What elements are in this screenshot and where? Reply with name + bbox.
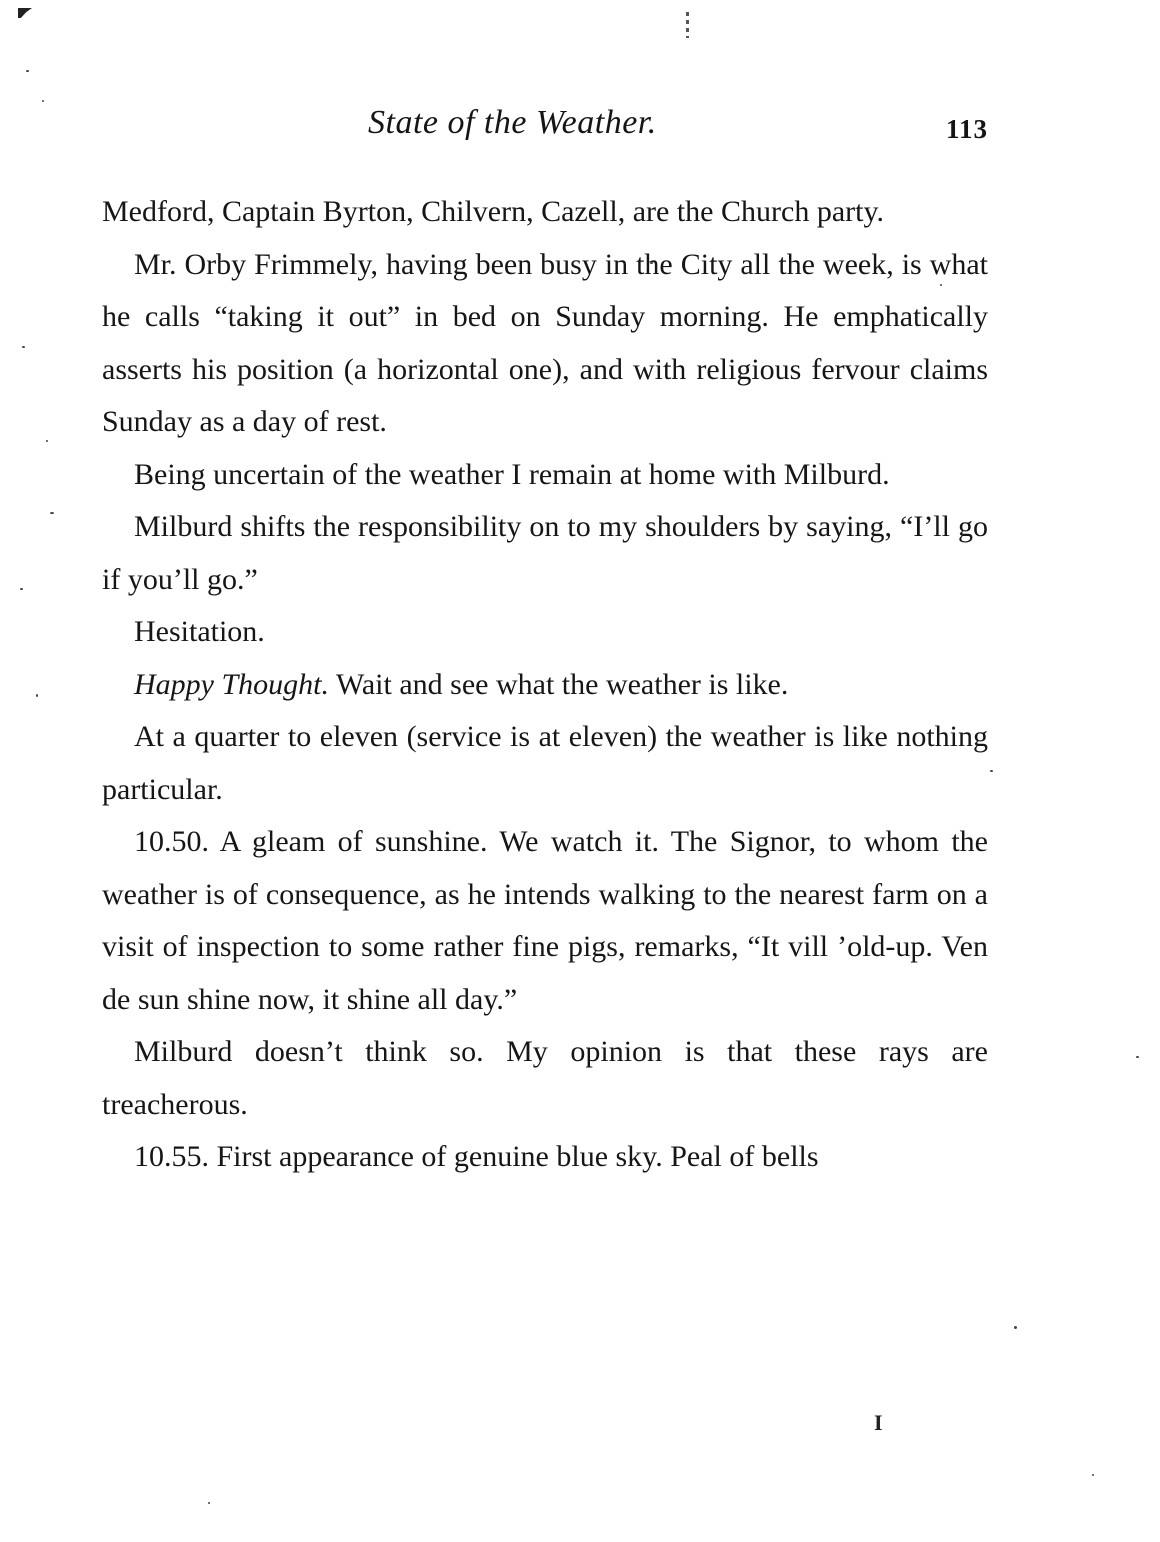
paragraph: Being uncertain of the weather I remain at home with Milburd.: [134, 457, 890, 491]
scan-speck: [1014, 1326, 1017, 1329]
signature-mark: I: [874, 1410, 883, 1435]
paragraph: [102, 659, 988, 712]
paragraph: At a quarter to eleven (service is at eleven) the weather is like nothing particular.: [102, 720, 988, 806]
paragraph: Hesitation.: [134, 615, 265, 648]
page-number: 113: [945, 114, 988, 144]
scan-speck: [46, 440, 48, 442]
top-ink-mark: [686, 12, 689, 38]
running-title: State of the Weather.: [368, 104, 657, 141]
scan-speck: [1092, 1474, 1094, 1476]
paragraph: Medford, Captain Byrton, Chilvern, Cazell, are the Church party.: [102, 195, 885, 228]
scan-speck: [50, 512, 54, 514]
scan-speck: [20, 588, 23, 590]
paragraph: Mr. Orby Frimmely, having been busy in the City all the week, is what he calls “taking it out” in bed on Sunday morning. He emphatically asserts his position (a horizontal one), and with religious fervour claims Sunday as a day of rest.: [102, 247, 988, 438]
scan-speck: [208, 1502, 210, 1504]
body-text: [102, 186, 988, 1184]
scan-speck: [26, 70, 29, 72]
paragraph: 10.50. A gleam of sunshine. We watch it. The Signor, to whom the weather is of consequence, as he intends walking to the nearest farm on a visit of inspection to some rather fine pigs, remarks, “It vill ’old-up. Ven de sun shine now, it shine all day.”: [102, 825, 988, 1016]
page-header: [100, 104, 990, 154]
scan-speck: [36, 694, 38, 697]
scan-speck: [990, 770, 993, 772]
scan-speck: [1136, 1056, 1139, 1058]
italic-lead: Happy Thought.: [134, 667, 329, 701]
scan-speck: [42, 100, 44, 102]
paragraph-text: Wait and see what the weather is like.: [329, 667, 789, 701]
corner-ink-mark: [18, 8, 32, 18]
paragraph: Milburd shifts the responsibility on to my shoulders by saying, “I’ll go if you’ll go.”: [102, 510, 988, 596]
paragraph: Milburd doesn’t think so. My opinion is that these rays are treacherous.: [102, 1035, 988, 1121]
scan-speck: [22, 346, 25, 348]
paragraph: 10.55. First appearance of genuine blue sky. Peal of bells: [134, 1140, 819, 1173]
